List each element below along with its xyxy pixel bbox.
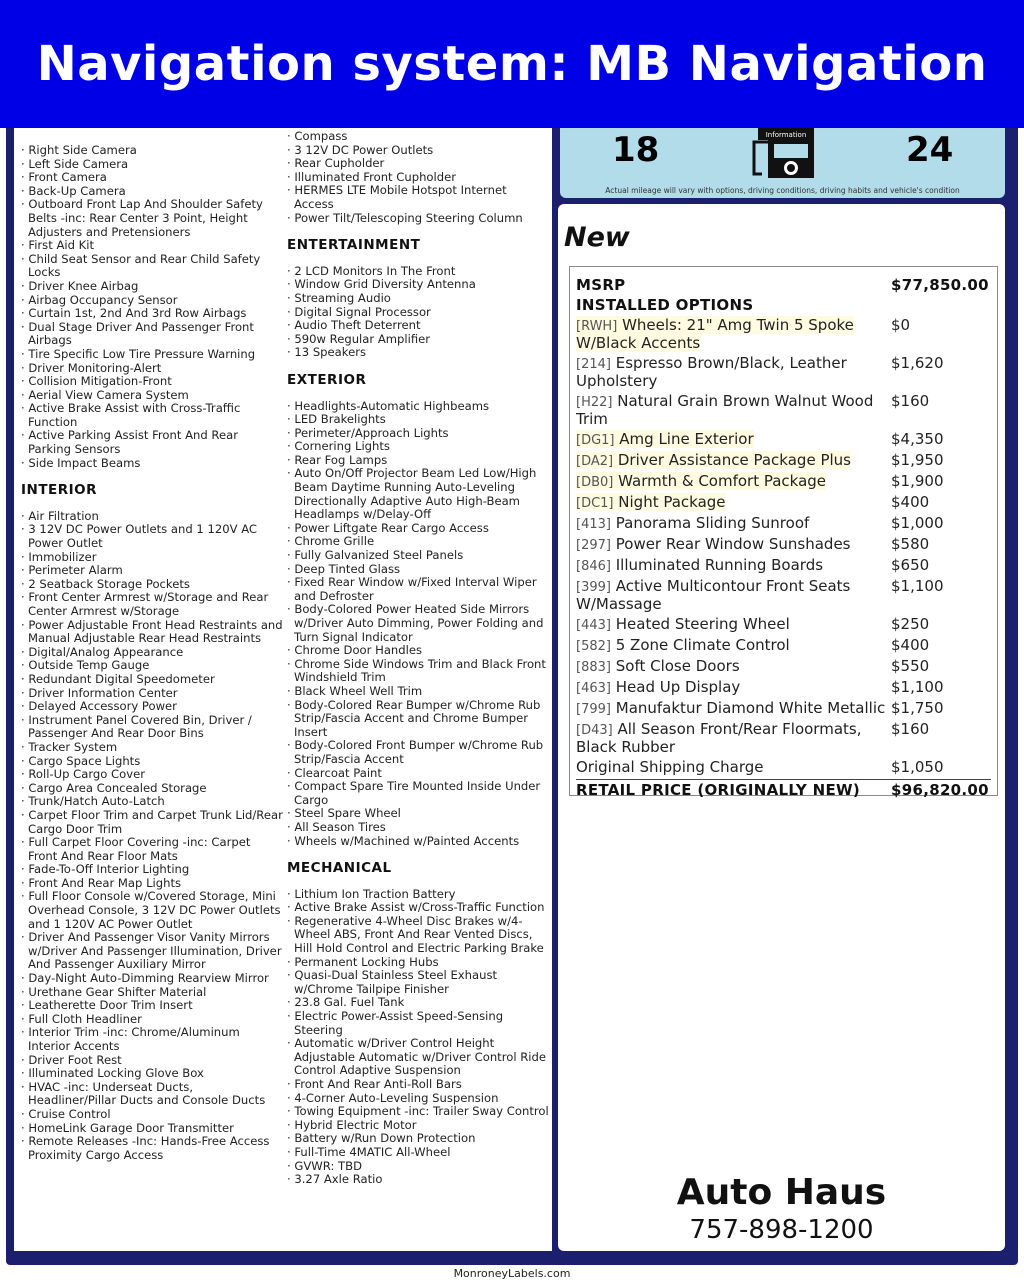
option-price: $400 xyxy=(891,493,930,511)
option-row xyxy=(576,616,991,634)
option-name xyxy=(576,355,888,390)
option-label: Amg Line Exterior xyxy=(619,430,754,448)
option-code: [443] xyxy=(576,618,611,633)
total-label: RETAIL PRICE (ORIGINALLY NEW) xyxy=(576,781,860,799)
option-row xyxy=(576,700,991,718)
feature-item: · Chrome Grille xyxy=(287,535,549,549)
feature-item: · Cornering Lights xyxy=(287,440,549,454)
feature-item: · 3 12V DC Power Outlets xyxy=(287,144,549,158)
feature-item: · Compass xyxy=(287,130,549,144)
option-label: Wheels: 21" Amg Twin 5 Spoke W/Black Accents xyxy=(576,316,854,352)
page-title: Navigation system: MB Navigation xyxy=(36,36,988,92)
feature-item: · Wheels w/Machined w/Painted Accents xyxy=(287,835,549,849)
option-name xyxy=(576,536,888,554)
feature-item: · Power Tilt/Telescoping Steering Column xyxy=(287,212,549,226)
options-heading-row xyxy=(576,297,991,314)
option-text xyxy=(576,535,851,553)
option-code: [D43] xyxy=(576,723,613,738)
option-code: [DA2] xyxy=(576,454,614,469)
option-price: $550 xyxy=(891,657,930,675)
option-text xyxy=(576,720,861,756)
dealer-phone: 757-898-1200 xyxy=(689,1215,874,1245)
feature-item: · Towing Equipment -inc: Trailer Sway Control xyxy=(287,1105,549,1119)
feature-item: · Instrument Panel Covered Bin, Driver / Passenger And Rear Door Bins xyxy=(21,714,283,741)
feature-item: · HomeLink Garage Door Transmitter xyxy=(21,1122,283,1136)
dealer-block xyxy=(558,1172,1005,1245)
feature-item: · Tracker System xyxy=(21,741,283,755)
option-label: Head Up Display xyxy=(615,678,741,696)
feature-item: · Full Cloth Headliner xyxy=(21,1013,283,1027)
option-name xyxy=(576,578,888,613)
option-row xyxy=(576,658,991,676)
option-text xyxy=(576,430,754,448)
option-label: Warmth & Comfort Package xyxy=(618,472,827,490)
section-heading: EXTERIOR xyxy=(287,371,367,388)
feature-item: · Body-Colored Front Bumper w/Chrome Rub Strip/Fascia Accent xyxy=(287,739,549,766)
option-price: $160 xyxy=(891,392,930,410)
feature-item: · LED Brakelights xyxy=(287,413,549,427)
feature-item: · Dual Stage Driver And Passenger Front Airbags xyxy=(21,321,283,348)
option-price: $1,900 xyxy=(891,472,944,490)
msrp-value: $77,850.00 xyxy=(891,276,989,294)
option-label: Illuminated Running Boards xyxy=(615,556,824,574)
option-code: [297] xyxy=(576,538,611,553)
features-column-1 xyxy=(21,144,283,1162)
feature-item: · 13 Speakers xyxy=(287,346,549,360)
option-text xyxy=(576,657,740,675)
option-row xyxy=(576,557,991,575)
option-name xyxy=(576,515,888,533)
feature-item: · Full Floor Console w/Covered Storage, Mini Overhead Console, 3 12V DC Power Outlets and 1 120V AC Power Outlet xyxy=(21,890,283,931)
option-name xyxy=(576,637,888,655)
option-name xyxy=(576,679,888,697)
feature-item: · Battery w/Run Down Protection xyxy=(287,1132,549,1146)
option-label: Driver Assistance Package Plus xyxy=(617,451,851,469)
mileage-disclaimer: Actual mileage will vary with options, driving conditions, driving habits and vehicle's condition xyxy=(605,186,960,195)
feature-item: · All Season Tires xyxy=(287,821,549,835)
feature-item: · Automatic w/Driver Control Height Adjustable Automatic w/Driver Control Ride Control Adaptive Suspension xyxy=(287,1037,549,1078)
option-row xyxy=(576,393,991,428)
option-code: [214] xyxy=(576,357,611,372)
feature-item: · Right Side Camera xyxy=(21,144,283,158)
option-row xyxy=(576,452,991,470)
features-panel xyxy=(14,128,552,1251)
feature-item: · Compact Spare Tire Mounted Inside Under Cargo xyxy=(287,780,549,807)
fuel-pump-icon xyxy=(738,128,834,180)
feature-item: · Trunk/Hatch Auto-Latch xyxy=(21,795,283,809)
feature-item: · 590w Regular Amplifier xyxy=(287,333,549,347)
option-row xyxy=(576,515,991,533)
option-name xyxy=(576,721,888,756)
feature-item: · Digital/Analog Appearance xyxy=(21,646,283,660)
option-label: Heated Steering Wheel xyxy=(615,615,790,633)
option-text xyxy=(576,615,790,633)
total-value: $96,820.00 xyxy=(891,781,989,799)
option-price: $400 xyxy=(891,636,930,654)
feature-item: · Day-Night Auto-Dimming Rearview Mirror xyxy=(21,972,283,986)
feature-item: · Outside Temp Gauge xyxy=(21,659,283,673)
feature-item: · Rear Cupholder xyxy=(287,157,549,171)
option-text xyxy=(576,577,850,613)
msrp-row xyxy=(576,277,991,294)
section-heading: MECHANICAL xyxy=(287,860,392,877)
feature-item: · Immobilizer xyxy=(21,551,283,565)
feature-item: · Body-Colored Rear Bumper w/Chrome Rub Strip/Fascia Accent and Chrome Bumper Insert xyxy=(287,699,549,740)
feature-item: · Cargo Area Concealed Storage xyxy=(21,782,283,796)
option-name xyxy=(576,473,888,491)
feature-item: · Active Brake Assist with Cross-Traffic Function xyxy=(21,402,283,429)
option-price: $0 xyxy=(891,316,911,334)
feature-item: · 2 Seatback Storage Pockets xyxy=(21,578,283,592)
feature-item: · Full Carpet Floor Covering -inc: Carpet Front And Rear Floor Mats xyxy=(21,836,283,863)
feature-item: · Back-Up Camera xyxy=(21,185,283,199)
total-row xyxy=(576,779,991,799)
option-price: $1,620 xyxy=(891,354,944,372)
feature-item: · Outboard Front Lap And Shoulder Safety Belts -inc: Rear Center 3 Point, Height Adjusters and Pretensioners xyxy=(21,198,283,239)
option-code: [463] xyxy=(576,681,611,696)
option-price: $160 xyxy=(891,720,930,738)
feature-item: · Chrome Door Handles xyxy=(287,644,549,658)
option-code: [883] xyxy=(576,660,611,675)
feature-item: · Deep Tinted Glass xyxy=(287,563,549,577)
feature-item: · Power Adjustable Front Head Restraints and Manual Adjustable Rear Head Restraints xyxy=(21,619,283,646)
feature-item: · Airbag Occupancy Sensor xyxy=(21,294,283,308)
feature-item: · Permanent Locking Hubs xyxy=(287,956,549,970)
feature-item: · Illuminated Locking Glove Box xyxy=(21,1067,283,1081)
feature-item: · Regenerative 4-Wheel Disc Brakes w/4-Wheel ABS, Front And Rear Vented Discs, Hill Hold Control and Electric Parking Brake xyxy=(287,915,549,956)
feature-item: · Hybrid Electric Motor xyxy=(287,1119,549,1133)
feature-item: · Child Seat Sensor and Rear Child Safety Locks xyxy=(21,253,283,280)
feature-item: · Aerial View Camera System xyxy=(21,389,283,403)
feature-item: · Headlights-Automatic Highbeams xyxy=(287,400,549,414)
feature-item: · Perimeter Alarm xyxy=(21,564,283,578)
option-code: [DC1] xyxy=(576,496,614,511)
feature-item: · First Aid Kit xyxy=(21,239,283,253)
fuel-economy-box xyxy=(560,128,1005,198)
option-name xyxy=(576,658,888,676)
option-label: Espresso Brown/Black, Leather Upholstery xyxy=(576,354,847,390)
option-price: $1,750 xyxy=(891,699,944,717)
option-code: [846] xyxy=(576,559,611,574)
options-heading: INSTALLED OPTIONS xyxy=(576,296,754,314)
feature-item: · Active Parking Assist Front And Rear Parking Sensors xyxy=(21,429,283,456)
option-price: $1,100 xyxy=(891,577,944,595)
feature-item: · Driver And Passenger Visor Vanity Mirrors w/Driver And Passenger Illumination, Driver And Passenger Auxiliary Mirror xyxy=(21,931,283,972)
pricing-panel xyxy=(558,204,1005,1251)
option-label: Power Rear Window Sunshades xyxy=(615,535,851,553)
option-code: [RWH] xyxy=(576,319,618,334)
option-label: All Season Front/Rear Floormats, Black Rubber xyxy=(576,720,862,756)
option-row xyxy=(576,578,991,613)
feature-item: · Front Center Armrest w/Storage and Rear Center Armrest w/Storage xyxy=(21,591,283,618)
option-text xyxy=(576,354,847,390)
feature-item: · 23.8 Gal. Fuel Tank xyxy=(287,996,549,1010)
feature-item: · Front Camera xyxy=(21,171,283,185)
feature-item: · Window Grid Diversity Antenna xyxy=(287,278,549,292)
option-row xyxy=(576,473,991,491)
features-column-2 xyxy=(287,130,549,1187)
option-price: $650 xyxy=(891,556,930,574)
option-name xyxy=(576,494,888,512)
feature-item: · Illuminated Front Cupholder xyxy=(287,171,549,185)
option-row xyxy=(576,536,991,554)
feature-item: · Air Filtration xyxy=(21,510,283,524)
feature-item: · Audio Theft Deterrent xyxy=(287,319,549,333)
option-price: $1,000 xyxy=(891,514,944,532)
feature-item: · 3.27 Axle Ratio xyxy=(287,1173,549,1187)
feature-item: · Urethane Gear Shifter Material xyxy=(21,986,283,1000)
feature-item: · Body-Colored Power Heated Side Mirrors w/Driver Auto Dimming, Power Folding and Turn Signal Indicator xyxy=(287,603,549,644)
option-name xyxy=(576,616,888,634)
option-label: Natural Grain Brown Walnut Wood Trim xyxy=(576,392,874,428)
option-price: $4,350 xyxy=(891,430,944,448)
option-code: [582] xyxy=(576,639,611,654)
feature-item: · Active Brake Assist w/Cross-Traffic Function xyxy=(287,901,549,915)
section-heading: INTERIOR xyxy=(21,482,98,499)
footer-source: MonroneyLabels.com xyxy=(453,1267,571,1280)
option-text xyxy=(576,451,851,469)
section-heading: ENTERTAINMENT xyxy=(287,237,421,254)
feature-item: · Fade-To-Off Interior Lighting xyxy=(21,863,283,877)
option-text xyxy=(576,514,809,532)
feature-item: · Driver Foot Rest xyxy=(21,1054,283,1068)
feature-item: · Perimeter/Approach Lights xyxy=(287,427,549,441)
feature-item: · Curtain 1st, 2nd And 3rd Row Airbags xyxy=(21,307,283,321)
feature-item: · Cargo Space Lights xyxy=(21,755,283,769)
option-label: Active Multicontour Front Seats W/Massage xyxy=(576,577,851,613)
shipping-row xyxy=(576,759,991,776)
city-mpg: 18 xyxy=(612,130,660,170)
option-label: Night Package xyxy=(618,493,726,511)
feature-item: · Power Liftgate Rear Cargo Access xyxy=(287,522,549,536)
option-code: [DG1] xyxy=(576,433,615,448)
feature-item: · Carpet Floor Trim and Carpet Trunk Lid/Rear Cargo Door Trim xyxy=(21,809,283,836)
feature-item: · HERMES LTE Mobile Hotspot Internet Access xyxy=(287,184,549,211)
option-text xyxy=(576,678,740,696)
feature-item: · Cruise Control xyxy=(21,1108,283,1122)
feature-item: · Steel Spare Wheel xyxy=(287,807,549,821)
option-code: [399] xyxy=(576,580,611,595)
feature-item: · Leatherette Door Trim Insert xyxy=(21,999,283,1013)
option-text xyxy=(576,316,854,352)
option-price: $1,100 xyxy=(891,678,944,696)
feature-item: · Driver Knee Airbag xyxy=(21,280,283,294)
feature-item: · Front And Rear Map Lights xyxy=(21,877,283,891)
option-price: $580 xyxy=(891,535,930,553)
option-label: Manufaktur Diamond White Metallic xyxy=(615,699,886,717)
feature-item: · Lithium Ion Traction Battery xyxy=(287,888,549,902)
highway-mpg: 24 xyxy=(906,130,954,170)
option-row xyxy=(576,637,991,655)
msrp-label: MSRP xyxy=(576,276,626,294)
options-list xyxy=(576,317,991,756)
feature-item: · Full-Time 4MATIC All-Wheel xyxy=(287,1146,549,1160)
option-code: [DB0] xyxy=(576,475,614,490)
option-price: $1,950 xyxy=(891,451,944,469)
option-name xyxy=(576,557,888,575)
option-label: 5 Zone Climate Control xyxy=(615,636,790,654)
option-label: Soft Close Doors xyxy=(615,657,740,675)
option-text xyxy=(576,392,873,428)
option-text xyxy=(576,636,790,654)
feature-item: · Driver Information Center xyxy=(21,687,283,701)
option-text xyxy=(576,699,885,717)
option-code: [413] xyxy=(576,517,611,532)
feature-item: · Delayed Accessory Power xyxy=(21,700,283,714)
option-row xyxy=(576,494,991,512)
feature-item: · Collision Mitigation-Front xyxy=(21,375,283,389)
feature-item: · Electric Power-Assist Speed-Sensing Steering xyxy=(287,1010,549,1037)
dealer-name: Auto Haus xyxy=(676,1172,887,1213)
option-name xyxy=(576,431,888,449)
feature-item: · Digital Signal Processor xyxy=(287,306,549,320)
option-name xyxy=(576,393,888,428)
option-text xyxy=(576,556,823,574)
fuel-pump-label: Information xyxy=(765,131,807,139)
feature-item: · Clearcoat Paint xyxy=(287,767,549,781)
feature-item: · Tire Specific Low Tire Pressure Warning xyxy=(21,348,283,362)
option-row xyxy=(576,679,991,697)
price-box xyxy=(569,266,998,799)
feature-item: · Auto On/Off Projector Beam Led Low/High Beam Daytime Running Auto-Leveling Directionally Adaptive Auto High-Beam Headlamps w/Delay-Off xyxy=(287,467,549,521)
option-name xyxy=(576,317,888,352)
feature-item: · 2 LCD Monitors In The Front xyxy=(287,265,549,279)
feature-item: · Side Impact Beams xyxy=(21,457,283,471)
feature-item: · Fully Galvanized Steel Panels xyxy=(287,549,549,563)
shipping-label: Original Shipping Charge xyxy=(576,758,764,776)
feature-item: · Quasi-Dual Stainless Steel Exhaust w/Chrome Tailpipe Finisher xyxy=(287,969,549,996)
feature-item: · Roll-Up Cargo Cover xyxy=(21,768,283,782)
feature-item: · 3 12V DC Power Outlets and 1 120V AC Power Outlet xyxy=(21,523,283,550)
option-price: $250 xyxy=(891,615,930,633)
feature-item: · Interior Trim -inc: Chrome/Aluminum Interior Accents xyxy=(21,1026,283,1053)
option-code: [H22] xyxy=(576,395,613,410)
option-row xyxy=(576,355,991,390)
option-text xyxy=(576,493,726,511)
feature-item: · Streaming Audio xyxy=(287,292,549,306)
feature-item: · Chrome Side Windows Trim and Black Front Windshield Trim xyxy=(287,658,549,685)
option-row xyxy=(576,431,991,449)
feature-item: · Driver Monitoring-Alert xyxy=(21,362,283,376)
feature-item: · Fixed Rear Window w/Fixed Interval Wiper and Defroster xyxy=(287,576,549,603)
feature-item: · Rear Fog Lamps xyxy=(287,454,549,468)
feature-item: · Front And Rear Anti-Roll Bars xyxy=(287,1078,549,1092)
feature-item: · Remote Releases -Inc: Hands-Free Access Proximity Cargo Access xyxy=(21,1135,283,1162)
page-title-banner xyxy=(0,0,1024,128)
feature-item: · 4-Corner Auto-Leveling Suspension xyxy=(287,1092,549,1106)
feature-item: · Left Side Camera xyxy=(21,158,283,172)
feature-item: · HVAC -inc: Underseat Ducts, Headliner/Pillar Ducts and Console Ducts xyxy=(21,1081,283,1108)
feature-item: · Redundant Digital Speedometer xyxy=(21,673,283,687)
vehicle-status: New xyxy=(564,222,630,253)
shipping-value: $1,050 xyxy=(891,758,944,776)
feature-item: · GVWR: TBD xyxy=(287,1160,549,1174)
feature-item: · Black Wheel Well Trim xyxy=(287,685,549,699)
option-code: [799] xyxy=(576,702,611,717)
option-name xyxy=(576,700,888,718)
option-name xyxy=(576,452,888,470)
option-label: Panorama Sliding Sunroof xyxy=(615,514,810,532)
option-text xyxy=(576,472,826,490)
option-row xyxy=(576,721,991,756)
option-row xyxy=(576,317,991,352)
